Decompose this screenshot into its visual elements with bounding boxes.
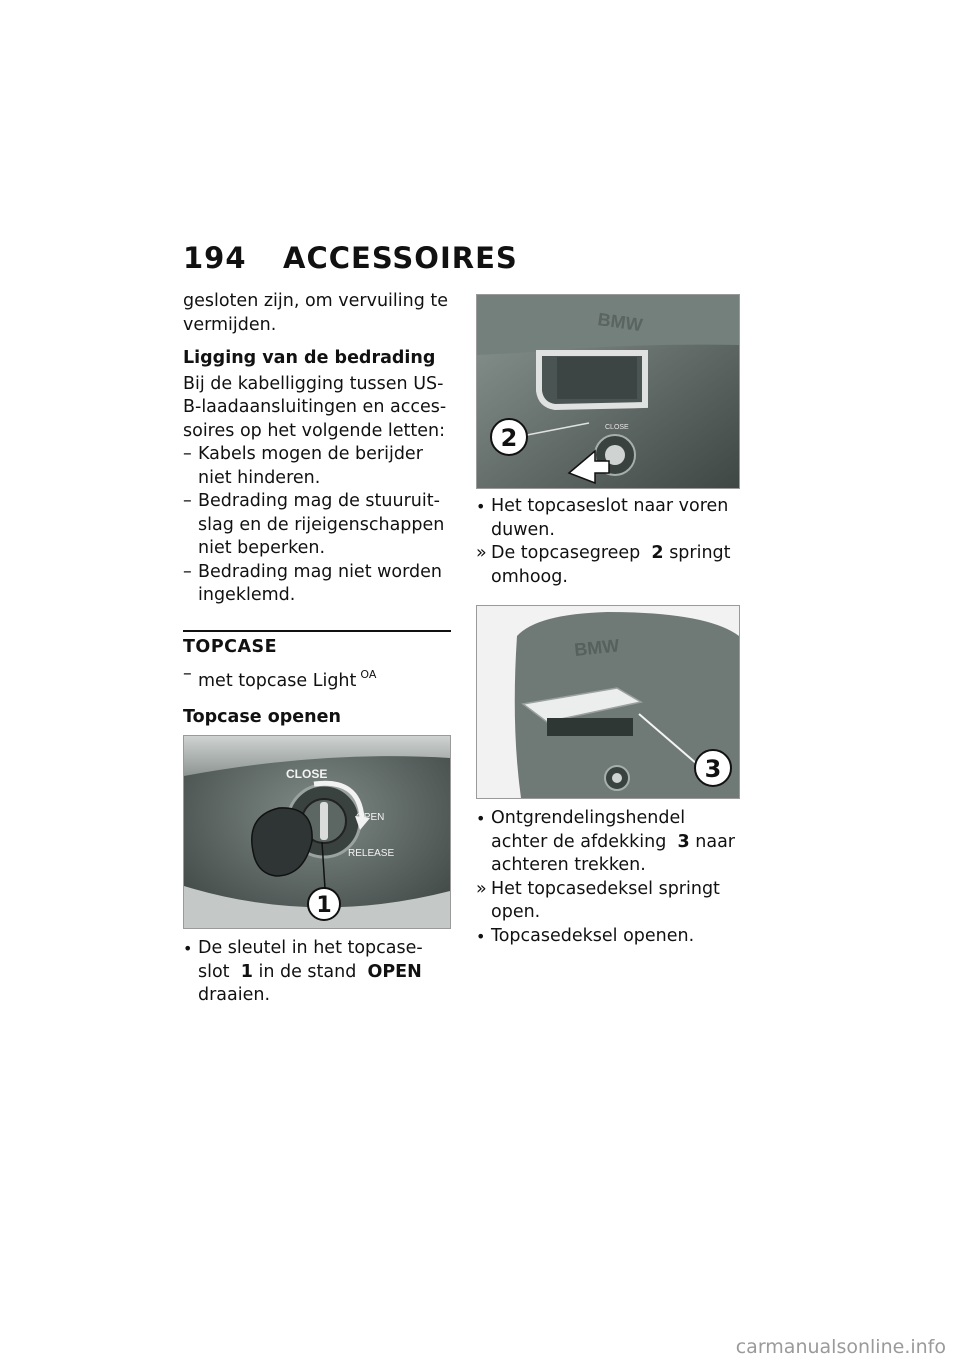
option-accessory-mark: OA [360, 668, 377, 681]
page-number: 194 [183, 241, 247, 275]
condition-text: met topcase Light [198, 671, 357, 691]
open-heading: Topcase openen [183, 706, 341, 727]
callout-1: 1 [316, 893, 332, 918]
right-column [476, 290, 740, 948]
step-text: De sleutel in het topcase-slot [198, 938, 423, 982]
callout-2: 2 [500, 424, 518, 452]
result-text: springt omhoog. [491, 543, 731, 587]
callout-3: 3 [704, 755, 722, 783]
brand-logo: BMW [573, 635, 621, 660]
site-watermark: carmanualsonline.info [735, 1336, 946, 1358]
wiring-item: – Bedrading mag niet worden ingeklemd. [183, 561, 451, 608]
label-release: RELEASE [348, 848, 395, 859]
label-open: OPEN [356, 812, 385, 823]
wiring-heading: Ligging van de bedrading [183, 348, 436, 368]
brand-logo: BMW [596, 309, 644, 336]
page-header [183, 241, 518, 275]
ref-1: 1 [240, 961, 253, 982]
section-divider [183, 630, 451, 632]
step-push-lock: • Het topcaseslot naar voren duwen. [476, 495, 740, 542]
wiring-item: – Bedrading mag de stuuruit-slag en de rijeigenschappen niet beperken. [183, 490, 451, 561]
ref-2: 2 [651, 543, 664, 563]
wiring-item: – Kabels mogen de berijder niet hinderen. [183, 443, 451, 490]
left-column [183, 290, 451, 1008]
svg-text:CLOSE: CLOSE [605, 424, 629, 431]
ref-3: 3 [677, 831, 690, 852]
figure-lock-key [183, 735, 451, 929]
release-lever-illustration [477, 606, 739, 798]
figure-push-lock [476, 294, 740, 489]
step-text: Ontgrendelingshendel achter de afdekking [491, 808, 686, 852]
result-text: De topcasegreep [491, 543, 641, 563]
lock-key-illustration [184, 736, 450, 928]
step-text: draaien. [198, 985, 271, 1005]
result-lid-opens: » Het topcasedeksel springt open. [476, 878, 740, 925]
push-lock-illustration [477, 295, 739, 488]
step-text: in de stand [258, 961, 357, 982]
position-open: OPEN [367, 961, 422, 982]
step-open-lid: • Topcasedeksel openen. [476, 925, 740, 949]
condition-line [183, 663, 451, 694]
label-close: CLOSE [286, 767, 328, 781]
intro-text: gesloten zijn, om vervuiling te vermijden. [183, 291, 449, 335]
step-text: naar achteren trekken. [491, 831, 735, 875]
result-handle-up [476, 542, 740, 589]
wiring-text: Bij de kabelligging tussen US-B-laadaansluitingen en acces-soires op het volgende letten: [183, 373, 447, 441]
figure-release-lever [476, 605, 740, 799]
section-title: TOPCASE [183, 636, 278, 657]
chapter-title: ACCESSOIRES [283, 241, 518, 275]
step-pull-lever [476, 807, 740, 878]
step-turn-key [183, 937, 451, 1008]
